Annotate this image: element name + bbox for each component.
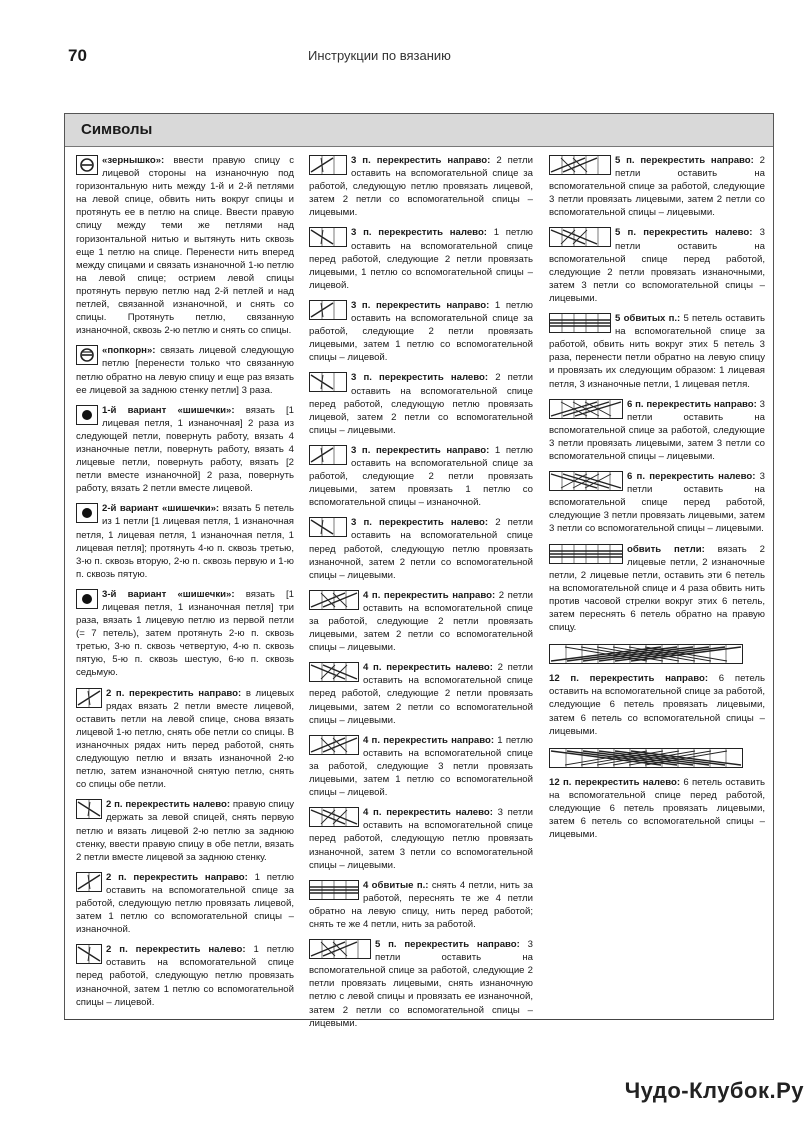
symbol-title: 12 п. перекрестить налево:: [549, 776, 681, 788]
symbol-title: «зернышко»:: [102, 155, 165, 166]
symbol-title: 12 п. перекрестить направо:: [549, 673, 709, 685]
symbol-entry: [309, 299, 533, 364]
symbol-title: 2-й вариант «шишечки»:: [102, 503, 220, 515]
symbol-description: 2 петли оставить на вспомогательной спице за работой, следующие 2 петли провязать лицевыми, затем 2 петли со вспомогательной спицы – лицевыми.: [309, 589, 533, 654]
symbol-entry: [76, 798, 294, 863]
symbol-description: 1 петлю оставить на вспомогательной спице за работой, следующие 3 петли провязать лицевыми, затем 1 петлю со вспомогательной спицы – лицевой.: [309, 734, 533, 799]
cross12-right-icon: [549, 644, 743, 664]
symbol-title: 5 п. перекрестить направо:: [615, 155, 754, 166]
cross3-left-icon: [309, 227, 347, 247]
cross3-right-b-icon: [309, 300, 347, 320]
symbol-description: вязать [1 лицевая петля, 1 изнаночная петля] три раза, вязать 1 лицевую петлю из первой петли (= 7 петель), затем протянуть 2-ю п. сквозь третью, 3-ю п. сквозь четвертую, 4-ю п. сквозь пятую, 5-ю п. сквозь шестую, 6-ю п. сквозь седьмую.: [76, 588, 294, 679]
bobble-3-icon: [76, 589, 98, 609]
symbol-entry: [549, 641, 765, 738]
page-number: 70: [68, 46, 87, 65]
symbol-entry: [309, 879, 533, 931]
cross2-right-purl-icon: [76, 872, 102, 892]
cross3-right-c-icon: [309, 445, 347, 465]
symbol-title: 4 п. перекрестить налево:: [363, 807, 493, 819]
cross2-left-icon: [76, 799, 102, 819]
symbol-entry: [309, 661, 533, 726]
symbol-entry: [76, 943, 294, 1008]
symbol-title: 4 п. перекрестить направо:: [363, 734, 495, 746]
symbol-description: вязать [1 лицевая петля, 1 изнаночная] 2 раза из следующей петли, повернуть работу, вязать 4 изнаночные петли, повернуть работу, вязать 4 лицевые петли, повернуть работу, вязать [2 петли вместе изнаночной] 2 раза, повернуть работу, вязать 2 петли вместе лицевой.: [76, 404, 294, 495]
symbol-title: 3 п. перекрестить направо:: [351, 444, 490, 456]
symbol-description: 6 петель оставить на вспомогательной спице перед работой, следующие 6 петель провязать лицевыми, затем 6 петель со вспомогательной спицы – лицевыми.: [549, 776, 765, 841]
wrap5-icon: [549, 313, 611, 333]
symbol-description: 5 петель оставить на вспомогательной спице за работой, обвить нить вокруг этих 5 петель 3 раза, перенести петли обратно на левую спицу и провязать их следующим образом: 1 лицевая петля, 3 изнаночные петли, 1 лицевая петля.: [549, 313, 765, 390]
cross12-left-icon: [549, 748, 743, 768]
symbol-description: связать лицевой следующую петлю [перенести только что связанную петлю обратно на левую спицу и еще раз вязать ее лицевой за заднюю стенку петли] 3 раза.: [76, 345, 294, 396]
symbol-entry: [549, 470, 765, 535]
section-header: [65, 114, 773, 147]
cross4-right-icon: [309, 590, 359, 610]
symbol-description: 3 петли оставить на вспомогательной спице перед работой, следующие 3 петли провязать лицевыми, затем 3 петли со вспомогательной спицы – лицевыми.: [549, 471, 765, 535]
symbol-entry: [549, 543, 765, 635]
cross2-right-icon: [76, 688, 102, 708]
symbol-title: «попкорн»:: [102, 345, 156, 357]
seed-stitch-icon: [76, 155, 98, 175]
cross3-left-c-icon: [309, 517, 347, 537]
cross4-right-b-icon: [309, 735, 359, 755]
symbol-title: обвить петли:: [627, 543, 705, 555]
symbol-entry: [549, 745, 765, 842]
symbol-entry: [309, 444, 533, 509]
symbol-description: вязать 5 петель из 1 петли [1 лицевая петля, 1 изнаночная петля, 1 лицевая петля, 1 изнаночная петля, 1 лицевая петля]; протянуть 4-ю п. сквозь третью, 3-ю п. сквозь вторую, 2-ю п. сквозь первую и 1-ю п. сквозь пятую.: [76, 503, 294, 580]
symbol-description: в лицевых рядах вязать 2 петли вместе лицевой, оставить петли на левой спице, снова вязать лицевой 1-ю петлю, снять обе петли со спицы. В изнаночных рядах нить перед работой, снять следующую петлю и вязать изнаночной 2-ю петлю, затем изнаночной снятую петлю, снять со спицы обе петли.: [76, 687, 294, 791]
cross3-left-b-icon: [309, 372, 347, 392]
symbol-title: 4 п. перекрестить налево:: [363, 662, 493, 674]
symbol-title: 4 п. перекрестить направо:: [363, 589, 496, 601]
symbol-description: 1 петлю оставить на вспомогательной спице за работой, следующие 2 петли провязать лицевыми, затем 1 петлю со вспомогательной спицы – лицевой.: [309, 299, 533, 364]
symbol-description: 1 петлю оставить на вспомогательной спице перед работой, следующие 2 петли провязать лицевыми, 1 петлю со вспомогательной спицы – лицевой.: [309, 227, 533, 291]
symbol-description: 3 петли оставить на вспомогательной спице перед работой, следующую петлю провязать изнаночной, затем 3 петли со вспомогательной спицы – лицевыми.: [309, 807, 533, 871]
symbol-entry: [76, 344, 294, 396]
symbol-entry: [309, 734, 533, 799]
symbol-description: 1 петлю оставить на вспомогательной спице за работой, следующие 2 петли провязать лицевыми, затем провязать 1 петлю со вспомогательной спицы – изнаночной.: [309, 444, 533, 509]
symbol-description: 1 петлю оставить на вспомогательной спице перед работой, следующую петлю провязать изнаночной, затем 1 петлю со вспомогательной спицы – лицевой.: [76, 944, 294, 1008]
cross5-right-icon: [309, 939, 371, 959]
symbol-description: 2 петли оставить на вспомогательной спице перед работой, следующую петлю провязать лицевой, затем 2 петли со вспомогательной спицы – лицевыми.: [309, 372, 533, 436]
symbol-title: 2 п. перекрестить направо:: [106, 871, 248, 883]
symbol-description: 3 петли оставить на вспомогательной спице перед работой, следующие 2 петли провязать изнаночными, затем 3 петли со вспомогательной спицы – лицевыми.: [549, 227, 765, 304]
symbol-title: 5 п. перекрестить направо:: [375, 939, 520, 951]
symbol-description: вязать 2 лицевые петли, 2 изнаночные петли, 2 лицевые петли, оставить эти 6 петель на вспомогательной спице и 4 раза обвить нить против часовой стрелки вокруг этих 6 петель, затем переснять 6 петель обратно на правую спицу.: [549, 543, 765, 634]
running-head: Инструкции по вязанию: [308, 48, 451, 63]
symbol-entry: [309, 371, 533, 436]
symbol-title: 3 п. перекрестить налево:: [351, 227, 487, 239]
symbol-entry: [76, 154, 294, 337]
symbol-title: 6 п. перекрестить налево:: [627, 471, 756, 483]
symbol-title: 2 п. перекрестить направо:: [106, 687, 242, 699]
symbol-entry: [309, 516, 533, 581]
column-1: [76, 154, 294, 1016]
symbol-description: 2 петли оставить на вспомогательной спице за работой, следующую петлю провязать лицевой, затем 2 петли со вспомогательной спицы – лицевыми.: [309, 155, 533, 219]
cross3-right-icon: [309, 155, 347, 175]
symbol-title: 5 п. перекрестить налево:: [615, 227, 753, 239]
symbol-title: 4 обвитые п.:: [363, 879, 429, 891]
symbol-description: снять 4 петли, нить за работой, переснять те же 4 петли обратно на левую спицу, нить перед работой; снять те же 4 петли, нить за работой.: [309, 879, 533, 930]
symbol-title: 3 п. перекрестить направо:: [351, 155, 491, 166]
cross6-left-icon: [549, 471, 623, 491]
symbol-entry: [309, 806, 533, 871]
symbol-title: 3-й вариант «шишечки»:: [102, 588, 235, 600]
symbol-title: 5 обвитых п.:: [615, 313, 681, 325]
column-2: [309, 154, 533, 1037]
symbol-title: 3 п. перекрестить налево:: [351, 517, 489, 529]
section-title: Символы: [81, 121, 153, 138]
symbol-description: 3 петли оставить на вспомогательной спице за работой, следующие 3 петли провязать лицевыми, затем 3 петли со вспомогательной спицы – лицевыми.: [549, 398, 765, 462]
symbol-entry: [76, 588, 294, 680]
symbol-entry: [549, 226, 765, 305]
symbol-description: 3 петли оставить на вспомогательной спице за работой, следующие 2 петли провязать лицевыми, снять изнаночную петлю с левой спицы и провязать ее изнаночной, затем 2 петли со вспомогательной спицы – лицевыми.: [309, 939, 533, 1029]
symbol-entry: [309, 154, 533, 219]
wrap-stitches-icon: [549, 544, 623, 564]
symbol-entry: [76, 404, 294, 496]
wrap4-icon: [309, 880, 359, 900]
bobble-2-icon: [76, 503, 98, 523]
cross5-left-icon: [549, 227, 611, 247]
symbol-entry: [549, 398, 765, 463]
cross5-right-b-icon: [549, 155, 611, 175]
symbol-title: 3 п. перекрестить налево:: [351, 372, 489, 384]
cross4-left-b-icon: [309, 807, 359, 827]
symbol-title: 6 п. перекрестить направо:: [627, 398, 757, 410]
bobble-1-icon: [76, 405, 98, 425]
symbol-entry: [309, 589, 533, 654]
cross2-left-purl-icon: [76, 944, 102, 964]
symbol-title: 2 п. перекрестить налево:: [106, 944, 246, 956]
cross6-right-icon: [549, 399, 623, 419]
symbol-entry: [76, 871, 294, 936]
symbol-entry: [549, 312, 765, 391]
symbol-entry: [76, 687, 294, 792]
symbol-description: 2 петли оставить на вспомогательной спице перед работой, следующую петлю провязать изнаночной, затем 2 петли со вспомогательной спицы – лицевыми.: [309, 517, 533, 581]
symbol-title: 3 п. перекрестить направо:: [351, 299, 490, 311]
symbol-entry: [549, 154, 765, 219]
column-3: [549, 154, 765, 848]
cross4-left-icon: [309, 662, 359, 682]
symbol-description: ввести правую спицу с лицевой стороны на изнаночную под горизонтальную нить между 1-й и 2-й петлями на левой спице, обвить нить вокруг спицы и протянуть ее в петлю на спице. Ввести правую спицу между теми же петлями над горизонтальной нитью и вытянуть нить сквозь еще 1 петлю на спице. Перенести нить вперед между спицами и связать изнаночной 1-ю петлю на левой спице; острием левой спицы протянуть первую петлю над 2-й петлей и над петлей, связанной изнаночной, и снять со спицы. Протянуть петлю, связанную изнаночной, сквозь 2-ю петлю и снять со спицы.: [76, 155, 294, 337]
symbol-title: 2 п. перекрестить налево:: [106, 799, 231, 811]
symbol-description: 6 петель оставить на вспомогательной спице за работой, следующие 6 петель провязать лицевыми, затем 6 петель со вспомогательной спицы – лицевыми.: [549, 673, 765, 737]
symbol-entry: [76, 502, 294, 581]
symbol-description: 2 петли оставить на вспомогательной спице за работой, следующие 3 петли провязать лицевыми, затем 2 петли со вспомогательной спицы – лицевыми.: [549, 155, 765, 219]
symbol-description: 2 петли оставить на вспомогательной спице перед работой, следующие 2 петли провязать лицевыми, затем 2 петли со вспомогательной спицы – лицевыми.: [309, 662, 533, 726]
popcorn-icon: [76, 345, 98, 365]
symbol-description: правую спицу держать за левой спицей, снять первую петлю и вязать лицевой 2-ю петлю за заднюю стенку, ввести правую спицу в обе петли, вязать 2 петли вместе лицевой за заднюю стенку.: [76, 799, 294, 863]
site-watermark: Чудо-Клубок.Ру: [624, 1078, 804, 1103]
symbol-entry: [309, 938, 533, 1030]
symbol-entry: [309, 226, 533, 291]
symbol-description: 1 петлю оставить на вспомогательной спице за работой, следующую петлю провязать лицевой, затем 1 петлю со вспомогательной спицы – изнаночной.: [76, 871, 294, 936]
symbol-title: 1-й вариант «шишечки»:: [102, 404, 235, 416]
